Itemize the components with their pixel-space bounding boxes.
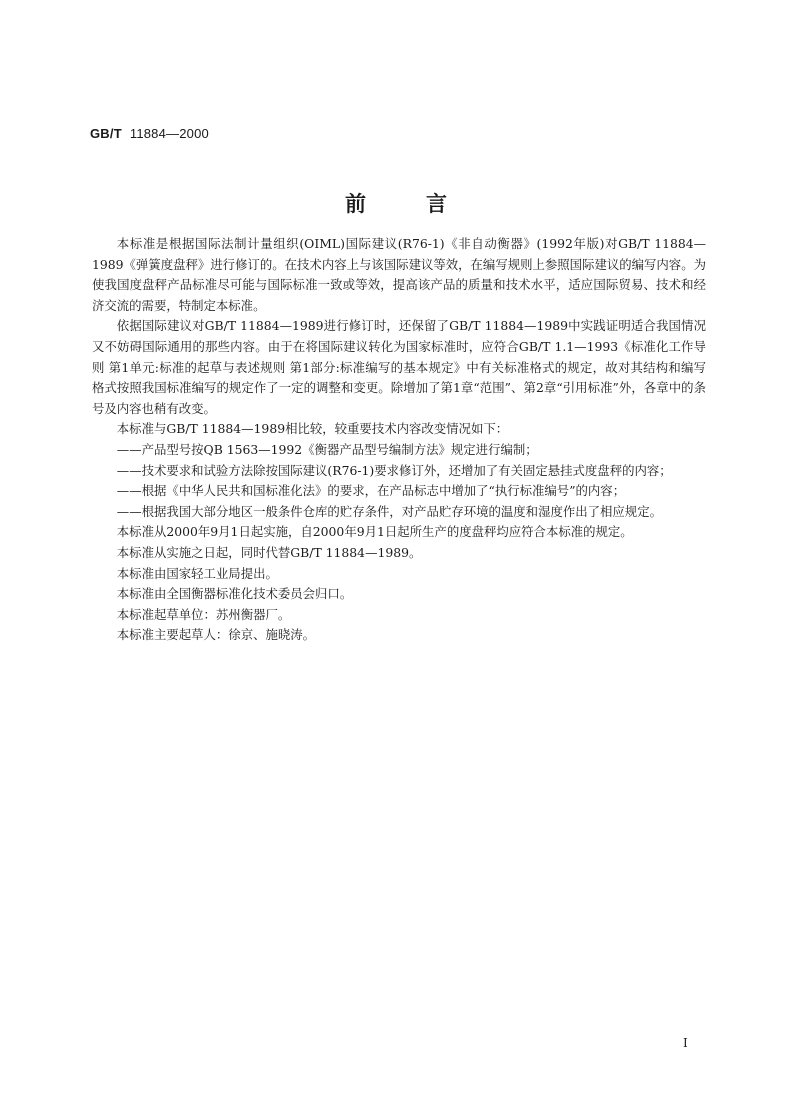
- paragraph: 本标准从实施之日起，同时代替GB/T 11884—1989。: [116, 544, 422, 560]
- list-item: ——根据《中华人民共和国标准化法》的要求，在产品标志中增加了“执行标准编号”的内容；: [116, 483, 626, 499]
- paragraph: 本标准起草单位：苏州衡器厂。: [116, 606, 291, 622]
- paragraph: 依据国际建议对GB/T 11884—1989进行修订时，还保留了GB/T 11884—1989中实践证明适合我国情况又不妨碍国际通用的那些内容。由于在将国际建议转化为国家标准时，应符合GB/T 1.1—1993《标准化工作导则 第1单元:标准的起草与表述规则 第1部分:标准编写的基本规定》中有关标准格式的规定，故对其结构和编写格式按照我国标准编写的规定作了一定的调整和变更。除增加了第1章“范围”、第2章“引用标准”外，各章中的条号及内容也稍有改变。: [92, 318, 706, 416]
- foreword-body: [92, 234, 706, 646]
- paragraph: 本标准由国家轻工业局提出。: [116, 565, 278, 581]
- list-item: ——技术要求和试验方法除按国际建议(R76-1)要求修订外，还增加了有关固定悬挂式度盘秤的内容；: [116, 462, 672, 478]
- page-number: I: [683, 1036, 688, 1050]
- paragraph: 本标准是根据国际法制计量组织(OIML)国际建议(R76-1)《非自动衡器》(1992年版)对GB/T 11884—1989《弹簧度盘秤》进行修订的。在技术内容上与该国际建议等效，在编写规则上参照国际建议的编写内容。为使我国度盘秤产品标准尽可能与国际标准一致或等效，提高该产品的质量和技术水平，适应国际贸易、技术和经济交流的需要，特制定本标准。: [92, 236, 706, 313]
- paragraph: 本标准与GB/T 11884—1989相比较，较重要技术内容改变情况如下：: [116, 421, 509, 437]
- paragraph: 本标准由全国衡器标准化技术委员会归口。: [116, 586, 353, 602]
- paragraph: 本标准从2000年9月1日起实施，自2000年9月1日起所生产的度盘秤均应符合本标准的规定。: [116, 524, 633, 540]
- list-item: ——根据我国大部分地区一般条件仓库的贮存条件，对产品贮存环境的温度和湿度作出了相应规定。: [116, 503, 662, 519]
- standard-header: [90, 126, 209, 141]
- standard-code: GB/T: [90, 126, 122, 141]
- paragraph: 本标准主要起草人：徐京、施晓涛。: [116, 627, 316, 643]
- page-title: 前言: [345, 192, 507, 216]
- standard-number: 11884—2000: [129, 126, 209, 141]
- list-item: ——产品型号按QB 1563—1992《衡器产品型号编制方法》规定进行编制；: [116, 441, 538, 457]
